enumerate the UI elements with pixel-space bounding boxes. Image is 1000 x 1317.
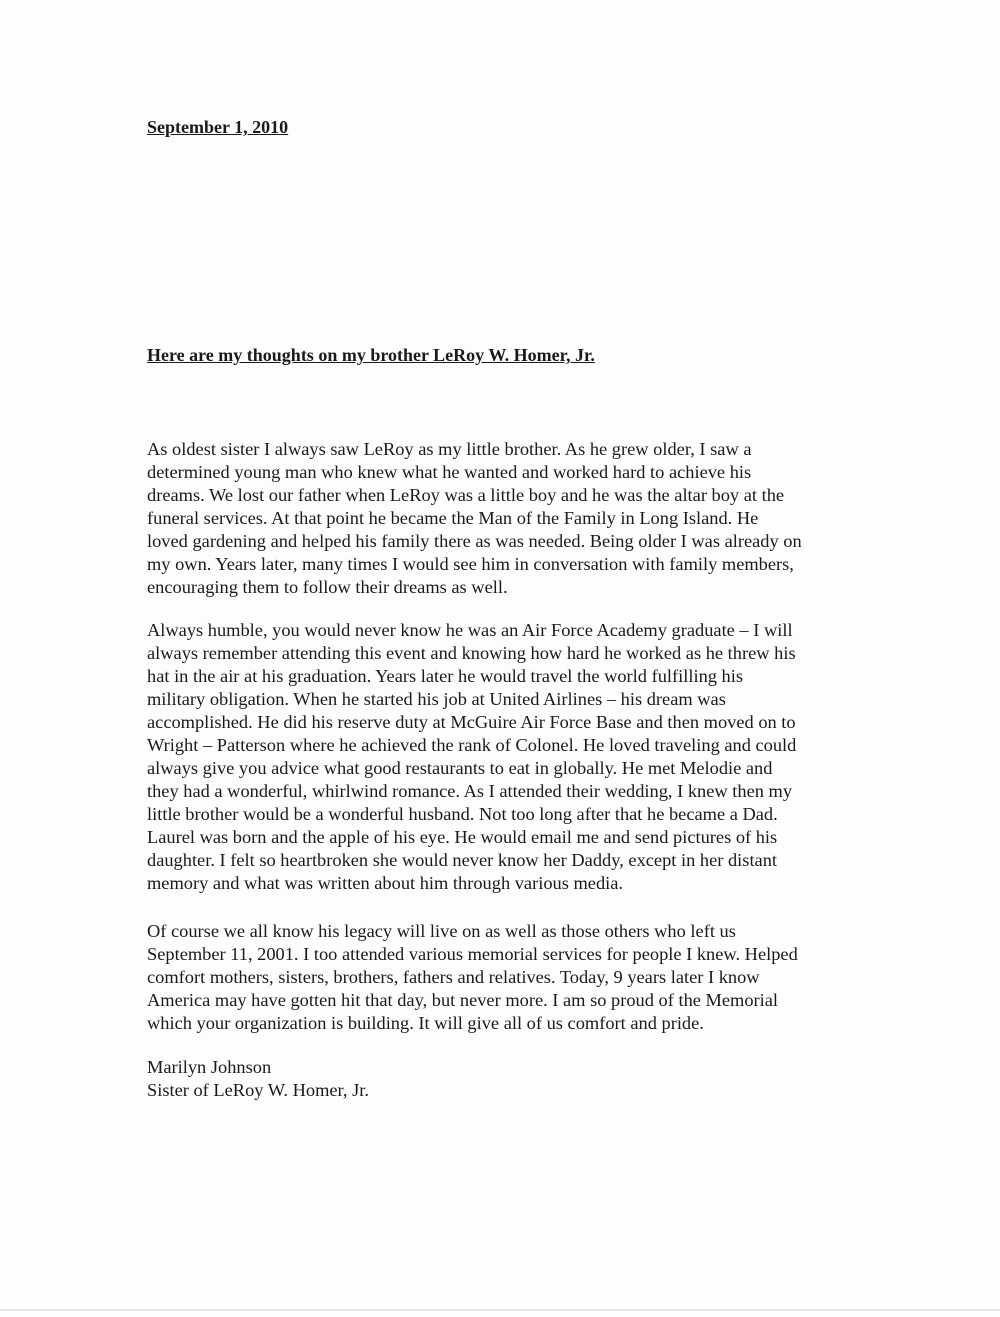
paragraph-line: daughter. I felt so heartbroken she would never know her Daddy, except in her distant <box>147 850 778 870</box>
paragraph-line: little brother would be a wonderful husband. Not too long after that he became a Dad. <box>147 804 778 824</box>
paragraph-line: Wright – Patterson where he achieved the rank of Colonel. He loved traveling and could <box>147 735 797 755</box>
letter-date: September 1, 2010 <box>147 117 289 137</box>
signature-block <box>147 1056 907 1102</box>
paragraph-line: determined young man who knew what he wanted and worked hard to achieve his <box>147 462 752 482</box>
paragraph-line: Laurel was born and the apple of his eye. He would email me and send pictures of his <box>147 827 778 847</box>
paragraph-line: always remember attending this event and knowing how hard he worked as he threw his <box>147 643 796 663</box>
paragraph-line: September 11, 2001. I too attended various memorial services for people I knew. Helped <box>147 944 798 964</box>
paragraph-line: As oldest sister I always saw LeRoy as my little brother. As he grew older, I saw a <box>147 439 752 459</box>
letter-heading: Here are my thoughts on my brother LeRoy W. Homer, Jr. <box>147 345 595 365</box>
page-edge-divider <box>0 1309 1000 1311</box>
paragraph-line: America may have gotten hit that day, but never more. I am so proud of the Memorial <box>147 990 779 1010</box>
paragraph-line: always give you advice what good restaurants to eat in globally. He met Melodie and <box>147 758 773 778</box>
paragraph-1 <box>147 438 907 599</box>
paragraph-2 <box>147 619 907 895</box>
paragraph-line: Always humble, you would never know he was an Air Force Academy graduate – I will <box>147 620 793 640</box>
paragraph-line: funeral services. At that point he became the Man of the Family in Long Island. He <box>147 508 759 528</box>
paragraph-line: loved gardening and helped his family there as was needed. Being older I was already on <box>147 531 802 551</box>
paragraph-line: memory and what was written about him through various media. <box>147 873 624 893</box>
paragraph-line: military obligation. When he started his job at United Airlines – his dream was <box>147 689 726 709</box>
paragraph-line: dreams. We lost our father when LeRoy was a little boy and he was the altar boy at the <box>147 485 785 505</box>
signature-name: Marilyn Johnson <box>147 1057 272 1077</box>
paragraph-line: they had a wonderful, whirlwind romance. As I attended their wedding, I knew then my <box>147 781 793 801</box>
paragraph-line: hat in the air at his graduation. Years later he would travel the world fulfilling his <box>147 666 744 686</box>
paragraph-line: comfort mothers, sisters, brothers, fathers and relatives. Today, 9 years later I know <box>147 967 760 987</box>
paragraph-line: Of course we all know his legacy will live on as well as those others who left us <box>147 921 736 941</box>
paragraph-line: accomplished. He did his reserve duty at McGuire Air Force Base and then moved on to <box>147 712 796 732</box>
paragraph-3 <box>147 920 907 1035</box>
paragraph-line: my own. Years later, many times I would see him in conversation with family members, <box>147 554 794 574</box>
signature-relation: Sister of LeRoy W. Homer, Jr. <box>147 1080 369 1100</box>
paragraph-line: which your organization is building. It will give all of us comfort and pride. <box>147 1013 704 1033</box>
paragraph-line: encouraging them to follow their dreams as well. <box>147 577 508 597</box>
